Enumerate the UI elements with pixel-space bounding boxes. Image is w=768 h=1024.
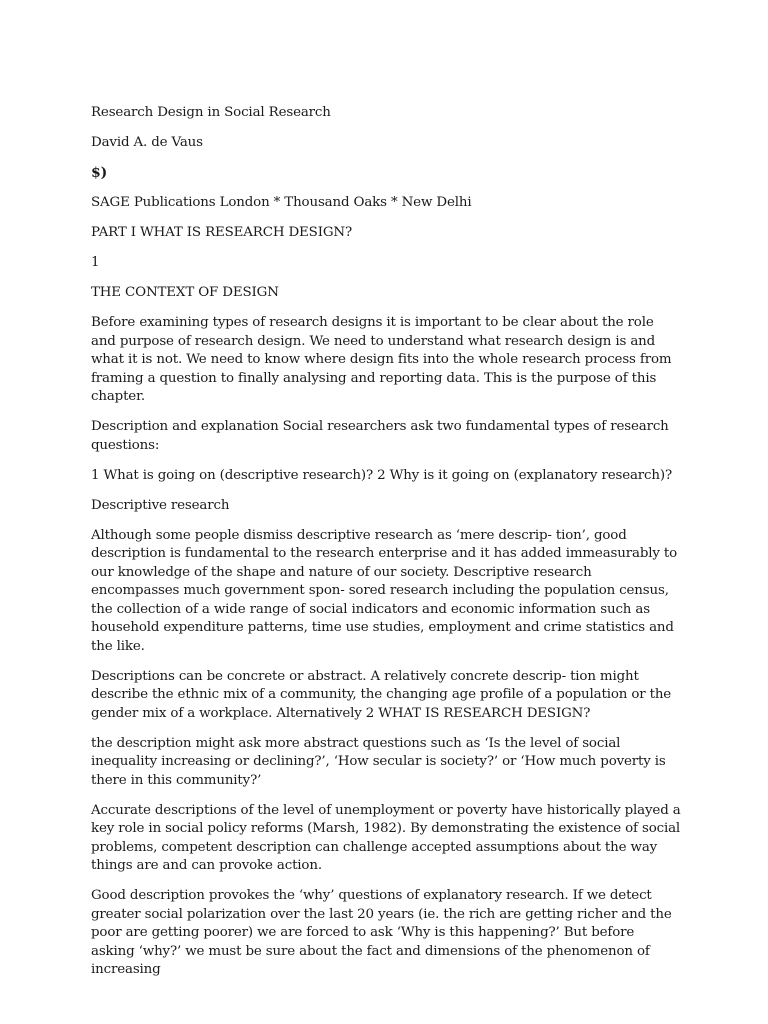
publisher-line: SAGE Publications London * Thousand Oaks * New Delhi bbox=[91, 195, 472, 210]
paragraph: Before examining types of research designs it is important to be clear about the role and purpose of research design. We need to understand what research design is and what it is not. We need to know where design fits into the whole research process from framing a question to finally analysing and reporting data. This is the purpose of this chapter. bbox=[91, 315, 672, 404]
paragraph: Description and explanation Social researchers ask two fundamental types of research questions: bbox=[91, 419, 669, 453]
paragraph: Good description provokes the ‘why’ questions of explanatory research. If we detect greater social polarization over the last 20 years (ie. the rich are getting richer and the poor are getting poorer) we are forced to ask ‘Why is this happening?’ But before asking ‘why?’ we must be sure about the fact and dimensions of the phenomenon of increasing bbox=[91, 888, 672, 977]
chapter-number: 1 bbox=[91, 255, 100, 270]
paragraph: 1 What is going on (descriptive research)? 2 Why is it going on (explanatory research)? bbox=[91, 467, 672, 483]
section-heading: Descriptive research bbox=[91, 497, 230, 513]
chapter-title: THE CONTEXT OF DESIGN bbox=[91, 285, 279, 300]
paragraph: Accurate descriptions of the level of unemployment or poverty have historically played a key role in social policy reforms (Marsh, 1982). By demonstrating the existence of social problems, competent description can challenge accepted assumptions about the way things are and can provoke action. bbox=[91, 802, 681, 873]
paragraph: Although some people dismiss descriptive research as ‘mere descrip- tion’, good description is fundamental to the research enterprise and it has added immeasurably to our knowledge of the shape and nature of our society. Descriptive research encompasses much government spon- sored research including the population census, the collection of a wide range of social indicators and economic information such as household expenditure patterns, time use studies, employment and crime statistics and the like. bbox=[91, 527, 678, 654]
document-author: David A. de Vaus bbox=[91, 135, 203, 150]
paragraph: the description might ask more abstract questions such as ‘Is the level of social inequality increasing or declining?’, ‘How secular is society?’ or ‘How much poverty is there in this community?’ bbox=[91, 735, 666, 788]
publisher-symbol: $) bbox=[91, 165, 108, 181]
document-body bbox=[91, 104, 681, 991]
document-title: Research Design in Social Research bbox=[91, 105, 331, 120]
paragraph: Descriptions can be concrete or abstract. A relatively concrete descrip- tion might describe the ethnic mix of a community, the changing age profile of a population or the gender mix of a workplace. Alternatively 2 WHAT IS RESEARCH DESIGN? bbox=[91, 668, 672, 721]
part-heading: PART I WHAT IS RESEARCH DESIGN? bbox=[91, 225, 352, 240]
